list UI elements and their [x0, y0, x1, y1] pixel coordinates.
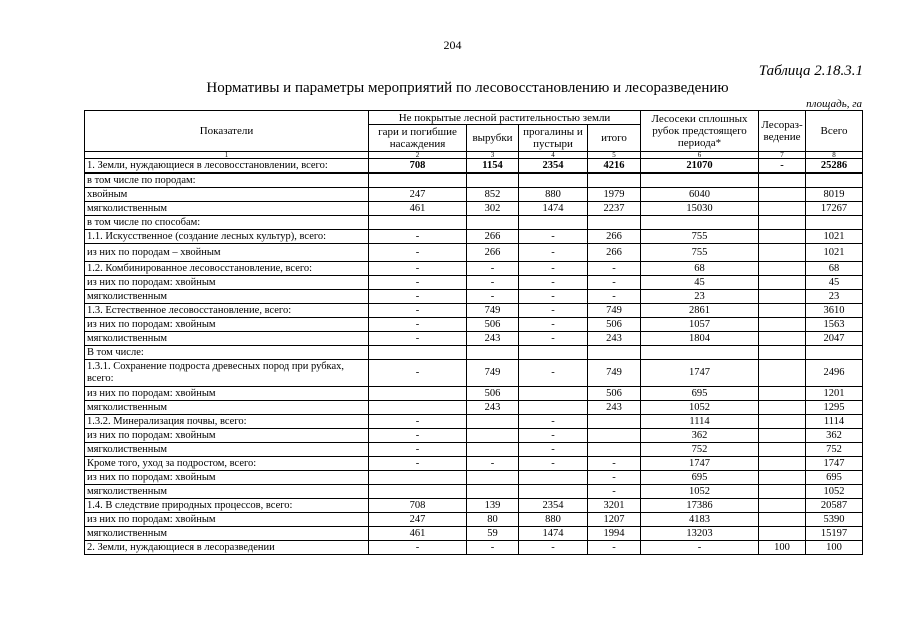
row-value [369, 471, 467, 485]
row-value: - [369, 541, 467, 555]
row-value: - [588, 541, 641, 555]
row-label: из них по породам: хвойным [85, 276, 369, 290]
row-label: 1.3. Естественное лесовосстановление, всего: [85, 304, 369, 318]
row-value: - [369, 276, 467, 290]
row-label: 1.2. Комбинированное лесовосстановление, всего: [85, 262, 369, 276]
row-value [467, 415, 519, 429]
row-value: - [519, 360, 588, 387]
header-uncovered-group: Не покрытые лесной растительностью земли [369, 111, 641, 125]
row-value: 506 [467, 318, 519, 332]
row-value [467, 429, 519, 443]
norms-table [84, 110, 863, 555]
row-label: Кроме того, уход за подростом, всего: [85, 457, 369, 471]
row-value: 1747 [806, 457, 863, 471]
row-value [519, 485, 588, 499]
row-label: 2. Земли, нуждающиеся в лесоразведении [85, 541, 369, 555]
row-value: - [519, 429, 588, 443]
row-value: - [369, 304, 467, 318]
page-number: 204 [443, 38, 462, 52]
column-number: 4 [519, 152, 588, 159]
row-value [759, 262, 806, 276]
row-label: 1.1. Искусственное (создание лесных культур), всего: [85, 230, 369, 244]
row-value [588, 346, 641, 360]
unit-label: площадь, га [806, 98, 862, 110]
row-value [806, 216, 863, 230]
row-value: 20587 [806, 499, 863, 513]
row-value: - [588, 457, 641, 471]
row-label: мягколиственным [85, 401, 369, 415]
row-value: 461 [369, 527, 467, 541]
header-burnt: гари и погибшие насаждения [369, 125, 467, 152]
row-value: - [467, 541, 519, 555]
table-row [85, 360, 863, 387]
row-value: 2861 [641, 304, 759, 318]
row-value [641, 216, 759, 230]
row-value [759, 485, 806, 499]
column-number: 2 [369, 152, 467, 159]
column-number: 1 [85, 152, 369, 159]
table-row [85, 443, 863, 457]
row-label: из них по породам: хвойным [85, 429, 369, 443]
row-value: 1021 [806, 230, 863, 244]
row-value: - [467, 457, 519, 471]
row-label: в том числе по способам: [85, 216, 369, 230]
row-value: 68 [641, 262, 759, 276]
row-value [467, 346, 519, 360]
row-value: 880 [519, 513, 588, 527]
row-value: - [369, 360, 467, 387]
row-value: 13203 [641, 527, 759, 541]
row-value: - [369, 318, 467, 332]
row-value: - [588, 290, 641, 304]
row-value: 506 [588, 387, 641, 401]
row-value: 6040 [641, 188, 759, 202]
row-label: мягколиственным [85, 202, 369, 216]
row-value: 1207 [588, 513, 641, 527]
table-row [85, 332, 863, 346]
row-value: 266 [467, 244, 519, 262]
row-value: 1021 [806, 244, 863, 262]
row-value: - [588, 471, 641, 485]
row-value [759, 527, 806, 541]
row-value: - [519, 415, 588, 429]
row-value: - [588, 276, 641, 290]
row-value [759, 415, 806, 429]
row-value: - [369, 230, 467, 244]
row-value [759, 387, 806, 401]
row-value: 1114 [806, 415, 863, 429]
row-value: 506 [588, 318, 641, 332]
row-value: 362 [806, 429, 863, 443]
row-value: 1804 [641, 332, 759, 346]
row-value [588, 173, 641, 188]
table-row [85, 527, 863, 541]
row-value: 461 [369, 202, 467, 216]
row-label: мягколиственным [85, 485, 369, 499]
row-value: 100 [759, 541, 806, 555]
row-value [806, 346, 863, 360]
row-label: из них по породам: хвойным [85, 387, 369, 401]
row-value: 752 [806, 443, 863, 457]
header-subtotal: итого [588, 125, 641, 152]
row-value: 100 [806, 541, 863, 555]
row-value [369, 216, 467, 230]
column-number: 5 [588, 152, 641, 159]
row-value: 2237 [588, 202, 641, 216]
table-row [85, 513, 863, 527]
row-value: - [519, 443, 588, 457]
column-number: 8 [806, 152, 863, 159]
row-value [519, 346, 588, 360]
row-value: - [519, 332, 588, 346]
row-value: 68 [806, 262, 863, 276]
table-row [85, 346, 863, 360]
row-value: 362 [641, 429, 759, 443]
row-value: 15197 [806, 527, 863, 541]
row-value [519, 173, 588, 188]
column-number-row [85, 152, 863, 159]
row-value: 1563 [806, 318, 863, 332]
row-value: 2354 [519, 159, 588, 174]
row-value [806, 173, 863, 188]
row-value: 8019 [806, 188, 863, 202]
row-value: 243 [588, 332, 641, 346]
row-value: 695 [641, 471, 759, 485]
row-value [759, 401, 806, 415]
row-value: 266 [467, 230, 519, 244]
row-value: 1295 [806, 401, 863, 415]
row-value [588, 415, 641, 429]
column-number: 7 [759, 152, 806, 159]
row-value: 749 [467, 304, 519, 318]
row-value: 1201 [806, 387, 863, 401]
header-cuttings: вырубки [467, 125, 519, 152]
row-value: 749 [588, 360, 641, 387]
row-value: 3610 [806, 304, 863, 318]
row-label: 1. Земли, нуждающиеся в лесовосстановлении, всего: [85, 159, 369, 174]
row-value [467, 443, 519, 457]
row-value [759, 429, 806, 443]
table-row [85, 499, 863, 513]
table-row [85, 290, 863, 304]
row-label: в том числе по породам: [85, 173, 369, 188]
row-value: 506 [467, 387, 519, 401]
row-value: 247 [369, 188, 467, 202]
row-value [519, 471, 588, 485]
row-value: 243 [467, 332, 519, 346]
row-label: мягколиственным [85, 527, 369, 541]
row-value: 302 [467, 202, 519, 216]
row-value: 2496 [806, 360, 863, 387]
row-label: 1.3.2. Минерализация почвы, всего: [85, 415, 369, 429]
row-value [759, 244, 806, 262]
row-value [519, 401, 588, 415]
row-value [759, 471, 806, 485]
row-label: из них по породам: хвойным [85, 318, 369, 332]
row-value [641, 346, 759, 360]
table-title: Нормативы и параметры мероприятий по лесовосстановлению и лесоразведению [206, 80, 729, 96]
row-value: 25286 [806, 159, 863, 174]
row-value [759, 346, 806, 360]
row-label: мягколиственным [85, 443, 369, 457]
row-value: 17267 [806, 202, 863, 216]
row-value: 45 [641, 276, 759, 290]
row-value: 752 [641, 443, 759, 457]
row-value [519, 216, 588, 230]
row-value: 755 [641, 230, 759, 244]
row-value: 4216 [588, 159, 641, 174]
row-value: 266 [588, 244, 641, 262]
table-row [85, 318, 863, 332]
row-value: - [519, 304, 588, 318]
row-value: 3201 [588, 499, 641, 513]
row-value [759, 318, 806, 332]
row-value: 1052 [806, 485, 863, 499]
row-value: - [369, 290, 467, 304]
row-value [588, 429, 641, 443]
row-value: - [519, 276, 588, 290]
table-row [85, 304, 863, 318]
row-value: 243 [588, 401, 641, 415]
table-row [85, 401, 863, 415]
row-value: 1474 [519, 527, 588, 541]
table-row [85, 188, 863, 202]
table-row [85, 276, 863, 290]
row-value: - [369, 332, 467, 346]
row-value: - [588, 262, 641, 276]
row-value: - [519, 262, 588, 276]
row-value: - [519, 541, 588, 555]
row-value: 749 [467, 360, 519, 387]
row-value: 2354 [519, 499, 588, 513]
row-value: - [641, 541, 759, 555]
row-value: 1052 [641, 401, 759, 415]
row-value [369, 387, 467, 401]
row-value: - [467, 290, 519, 304]
table-row [85, 244, 863, 262]
row-value [369, 346, 467, 360]
row-value [759, 276, 806, 290]
table-row [85, 202, 863, 216]
row-value: - [519, 457, 588, 471]
row-value [519, 387, 588, 401]
row-value: - [519, 244, 588, 262]
row-value [759, 173, 806, 188]
row-value: 695 [641, 387, 759, 401]
row-value: 1114 [641, 415, 759, 429]
table-row [85, 541, 863, 555]
column-number: 6 [641, 152, 759, 159]
row-value: 5390 [806, 513, 863, 527]
table-label: Таблица 2.18.3.1 [758, 63, 863, 79]
row-value [759, 513, 806, 527]
row-value: 2047 [806, 332, 863, 346]
row-value [641, 173, 759, 188]
header-clearcut: Лесосеки сплошных рубок предстоящего периода* [641, 111, 759, 152]
row-value: - [369, 457, 467, 471]
row-label: из них по породам: хвойным [85, 471, 369, 485]
row-value: 23 [806, 290, 863, 304]
row-value [369, 401, 467, 415]
row-value: - [369, 415, 467, 429]
row-value: 4183 [641, 513, 759, 527]
table-row [85, 471, 863, 485]
table-row [85, 230, 863, 244]
row-value [759, 443, 806, 457]
table-row [85, 429, 863, 443]
row-value: 1154 [467, 159, 519, 174]
row-value: - [588, 485, 641, 499]
row-value: - [519, 230, 588, 244]
row-value [467, 173, 519, 188]
row-value: 1474 [519, 202, 588, 216]
row-value: 1747 [641, 360, 759, 387]
table-row [85, 387, 863, 401]
row-label: мягколиственным [85, 332, 369, 346]
header-total: Всего [806, 111, 863, 152]
row-value [467, 471, 519, 485]
row-label: 1.4. В следствие природных процессов, всего: [85, 499, 369, 513]
row-value [759, 202, 806, 216]
header-afforestation: Лесораз-ведение [759, 111, 806, 152]
row-value: 139 [467, 499, 519, 513]
row-value [588, 443, 641, 457]
row-value [759, 499, 806, 513]
table-row [85, 173, 863, 188]
row-value [759, 332, 806, 346]
table-row [85, 216, 863, 230]
row-value: 17386 [641, 499, 759, 513]
row-value: 755 [641, 244, 759, 262]
row-value [467, 216, 519, 230]
row-value [759, 360, 806, 387]
row-label: В том числе: [85, 346, 369, 360]
column-number: 3 [467, 152, 519, 159]
row-value: - [759, 159, 806, 174]
row-value [369, 173, 467, 188]
row-value [759, 230, 806, 244]
row-value: 708 [369, 499, 467, 513]
row-value: - [369, 429, 467, 443]
table-row [85, 485, 863, 499]
row-label: мягколиственным [85, 290, 369, 304]
row-value: - [467, 262, 519, 276]
row-label: из них по породам – хвойным [85, 244, 369, 262]
row-value: - [519, 290, 588, 304]
header-indicator: Показатели [85, 111, 369, 152]
row-value: 15030 [641, 202, 759, 216]
row-value [369, 485, 467, 499]
row-value: 21070 [641, 159, 759, 174]
table-row [85, 415, 863, 429]
row-value: 1994 [588, 527, 641, 541]
row-value: 243 [467, 401, 519, 415]
row-value: 23 [641, 290, 759, 304]
row-value: 695 [806, 471, 863, 485]
row-value: 1057 [641, 318, 759, 332]
row-value: - [369, 443, 467, 457]
row-value: 852 [467, 188, 519, 202]
row-value: - [519, 318, 588, 332]
row-value: - [369, 262, 467, 276]
header-glades: прогалины и пустыри [519, 125, 588, 152]
row-value: - [467, 276, 519, 290]
row-value: 880 [519, 188, 588, 202]
row-value [759, 457, 806, 471]
row-value [467, 485, 519, 499]
table-row [85, 159, 863, 174]
row-value [759, 216, 806, 230]
row-value: 1979 [588, 188, 641, 202]
row-value [759, 304, 806, 318]
row-value: 749 [588, 304, 641, 318]
row-value: 59 [467, 527, 519, 541]
row-value: 247 [369, 513, 467, 527]
row-label: хвойным [85, 188, 369, 202]
row-value: 1052 [641, 485, 759, 499]
table-row [85, 262, 863, 276]
row-value [759, 290, 806, 304]
row-value [759, 188, 806, 202]
row-value: 266 [588, 230, 641, 244]
row-value: - [369, 244, 467, 262]
row-label: 1.3.1. Сохранение подроста древесных пород при рубках, всего: [85, 360, 369, 387]
row-value: 708 [369, 159, 467, 174]
table-row [85, 457, 863, 471]
row-value: 80 [467, 513, 519, 527]
row-value: 45 [806, 276, 863, 290]
row-label: из них по породам: хвойным [85, 513, 369, 527]
row-value [588, 216, 641, 230]
row-value: 1747 [641, 457, 759, 471]
